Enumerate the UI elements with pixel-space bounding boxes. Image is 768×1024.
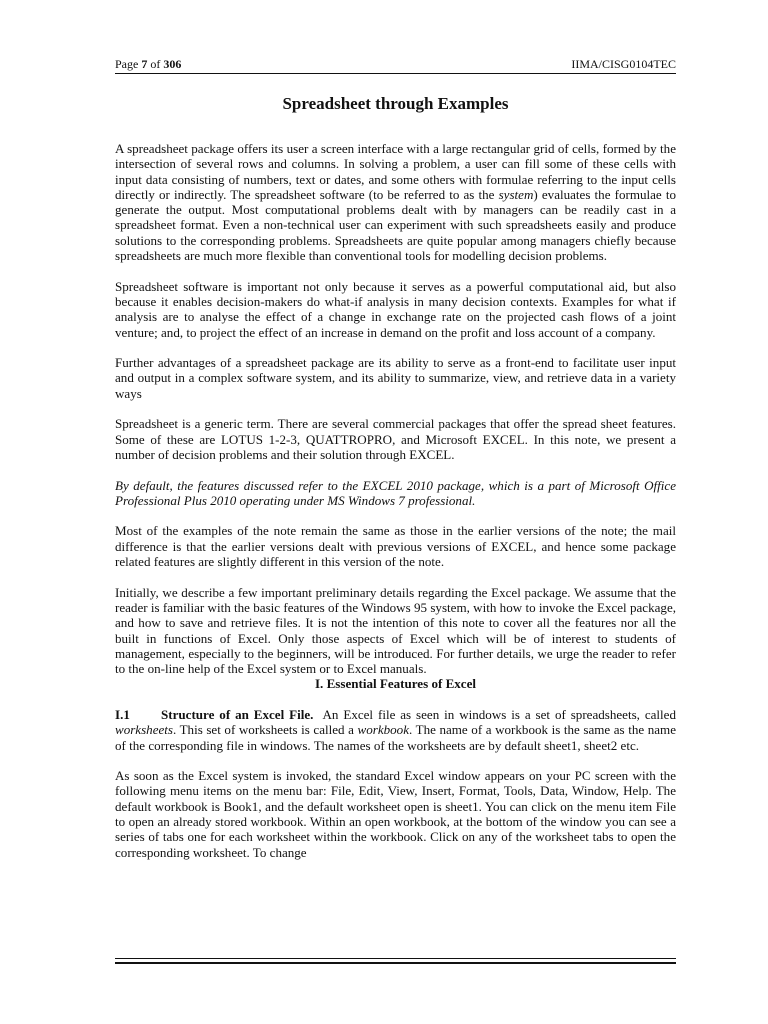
paragraph-structure: I.1 Structure of an Excel File. An Excel file as seen in windows is a set of spreadsheets, called worksheets. This set of worksheets is called a workbook. The name of a workbook is the same as the name of the corresponding file in windows. The names of the worksheets are by default sheet1, sheet2 etc.	[115, 706, 676, 753]
page-header	[115, 56, 676, 72]
paragraph-excel-window: As soon as the Excel system is invoked, the standard Excel window appears on your PC screen with the following menu items on the menu bar: File, Edit, View, Insert, Format, Tools, Data, Window, Help. The default workbook is Book1, and the default worksheet open is sheet1. You can click on the menu item File to open an already stored workbook. Within an open workbook, at the bottom of the window you can see a series of tabs one for each worksheet within the workbook. Click on any of the worksheet tabs to open the corresponding worksheet. To change	[115, 768, 676, 860]
paragraph-advantages: Further advantages of a spreadsheet package are its ability to serve as a front-end to facilitate user input and output in a complex software system, and its ability to summarize, view, and retrieve data in a variety ways	[115, 355, 676, 401]
page-number: 7	[141, 57, 148, 71]
footer-rule-thick	[115, 962, 676, 964]
section-heading: I. Essential Features of Excel	[314, 676, 476, 692]
paragraph-preliminary: Initially, we describe a few important preliminary details regarding the Excel package. We assume that the reader is familiar with the basic features of the Windows 95 system, with how to invoke the Excel package, and how to save and retrieve files. It is not the intention of this note to cover all the features nor all the built in functions of Excel. Only those aspects of Excel which will be of interest to students of management, especially to the beginners, will be introduced. For further details, we urge the reader to refer to the on-line help of the Excel system or to Excel manuals.	[115, 584, 676, 677]
paragraph-generic-term: Spreadsheet is a generic term. There are several commercial packages that offer the spread sheet features. Some of these are LOTUS 1-2-3, QUATTROPRO, and Microsoft EXCEL. In this note, we present a number of decision problems and their solution through EXCEL.	[115, 416, 676, 462]
subsection-title: Structure of an Excel File.	[161, 706, 314, 722]
document-body	[115, 141, 676, 860]
paragraph-earlier-versions: Most of the examples of the note remain the same as those in the earlier versions of the note; the mail difference is that the earlier versions dealt with previous versions of EXCEL, and hence some package related features are slightly different in this version of the note.	[115, 523, 676, 570]
page-indicator: Page 7 of 306	[115, 57, 182, 71]
header-rule	[115, 73, 676, 74]
document-code: IIMA/CISG0104TEC	[571, 57, 676, 71]
document-title: Spreadsheet through Examples	[282, 94, 509, 113]
footer-rule	[115, 958, 676, 959]
paragraph-what-if: Spreadsheet software is important not only because it serves as a powerful computational aid, but also because it enables decision-makers do what-if analysis in many decision contexts. Examples for what if analysis are to analyse the effect of a change in exchange rate on the projected cash flows of a joint venture; and, to project the effect of an increase in demand on the profit and loss account of a company.	[115, 278, 676, 340]
subsection-number: I.1	[115, 706, 130, 722]
paragraph-default-version: By default, the features discussed refer to the EXCEL 2010 package, which is a part of Microsoft Office Professional Plus 2010 operating under MS Windows 7 professional.	[115, 477, 676, 508]
paragraph-intro: A spreadsheet package offers its user a screen interface with a large rectangular grid of cells, formed by the intersection of several rows and columns. In solving a problem, a user can fill some of these cells with input data consisting of numbers, text or dates, and some others with formulae referring to the input cells directly or indirectly. The spreadsheet software (to be referred to as the system) evaluates the formulae to generate the output. Most computational problems dealt with by managers can be readily cast in a spreadsheet format. Even a non-technical user can experiment with such spreadsheets easily and produce solutions to the corresponding problems. Spreadsheets are quite popular among managers chiefly because spreadsheets are much more flexible than conventional tools for modelling decision problems.	[115, 141, 677, 264]
page-total: 306	[163, 57, 182, 71]
